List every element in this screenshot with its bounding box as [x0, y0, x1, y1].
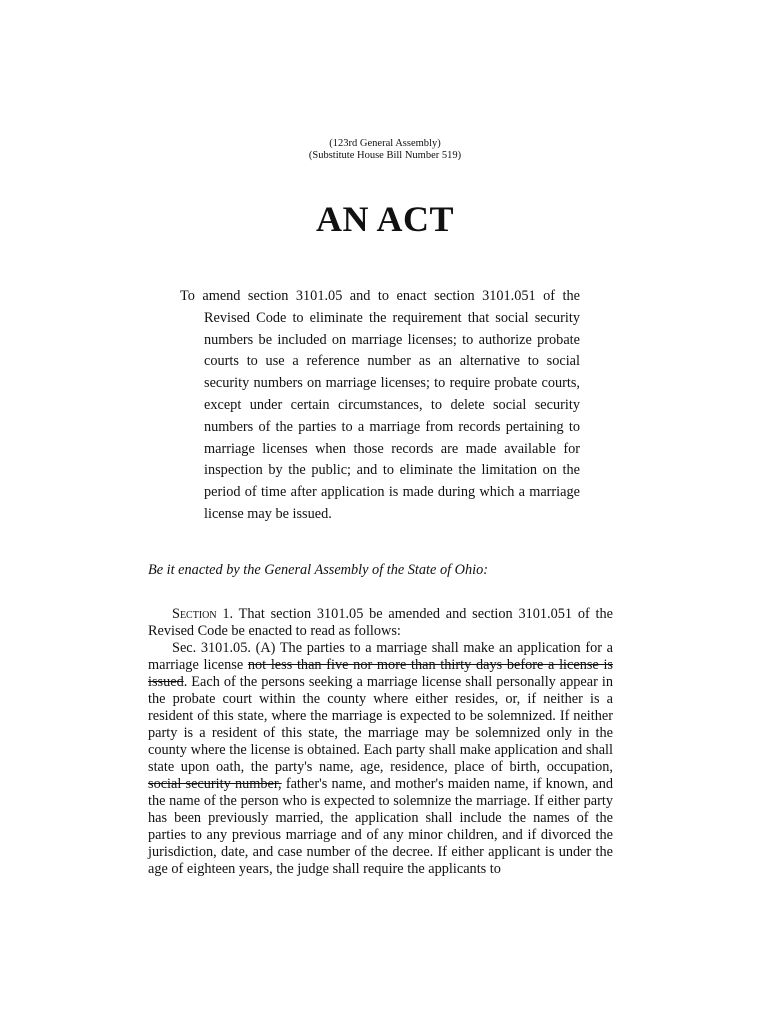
act-title: AN ACT: [315, 199, 455, 239]
struck-text-ssn: social security number,: [148, 776, 282, 792]
sec-text-part2: . Each of the persons seeking a marriage license shall personally appear in the probate court within the county where either resides, or, if neither is a resident of this state, where the marriage is expected to be solemnized. If neither party is a resident of this state, the marriage may be solemnized only in the county where the license is obtained. Each party shall make application and shall state upon oath, the party's name, age, residence, place of birth, occupation,: [148, 674, 613, 775]
struck-text-time-limit: not less than five nor more than thirty days before a license is issued: [148, 657, 613, 690]
sec-3101-05-paragraph: [148, 640, 613, 878]
act-body: [148, 606, 613, 878]
section-1-paragraph: [148, 606, 613, 640]
bill-number-line: (Substitute House Bill Number 519): [308, 150, 462, 161]
sec-text-part3: father's name, and mother's maiden name, if known, and the name of the person who is expected to solemnize the marriage. If either party has been previously married, the application shall include the names of the parties to any previous marriage and of any minor children, and if divorced the jurisdiction, date, and case number of the decree. If either applicant is under the age of eighteen years, the judge shall require the applicants to: [148, 776, 613, 877]
section-1-text: 1. That section 3101.05 be amended and section 3101.051 of the Revised Code be enacted to read as follows:: [148, 606, 613, 639]
enacting-clause: Be it enacted by the General Assembly of the State of Ohio:: [148, 562, 488, 578]
act-summary: To amend section 3101.05 and to enact section 3101.051 of the Revised Code to eliminate the requirement that social security numbers be included on marriage licenses; to authorize probate courts to use a reference number as an alternative to social security numbers on marriage licenses; to require probate courts, except under certain circumstances, to delete social security numbers of the parties to a marriage from records pertaining to marriage licenses when those records are made available for inspection by the public; and to eliminate the limitation on the period of time after application is made during which a marriage license may be issued.: [180, 288, 580, 522]
section-label: Section: [172, 606, 217, 622]
act-header: [0, 138, 770, 162]
general-assembly-line: (123rd General Assembly): [329, 138, 441, 149]
sec-text-part1: Sec. 3101.05. (A) The parties to a marriage shall make an application for a marriage license: [148, 640, 613, 673]
